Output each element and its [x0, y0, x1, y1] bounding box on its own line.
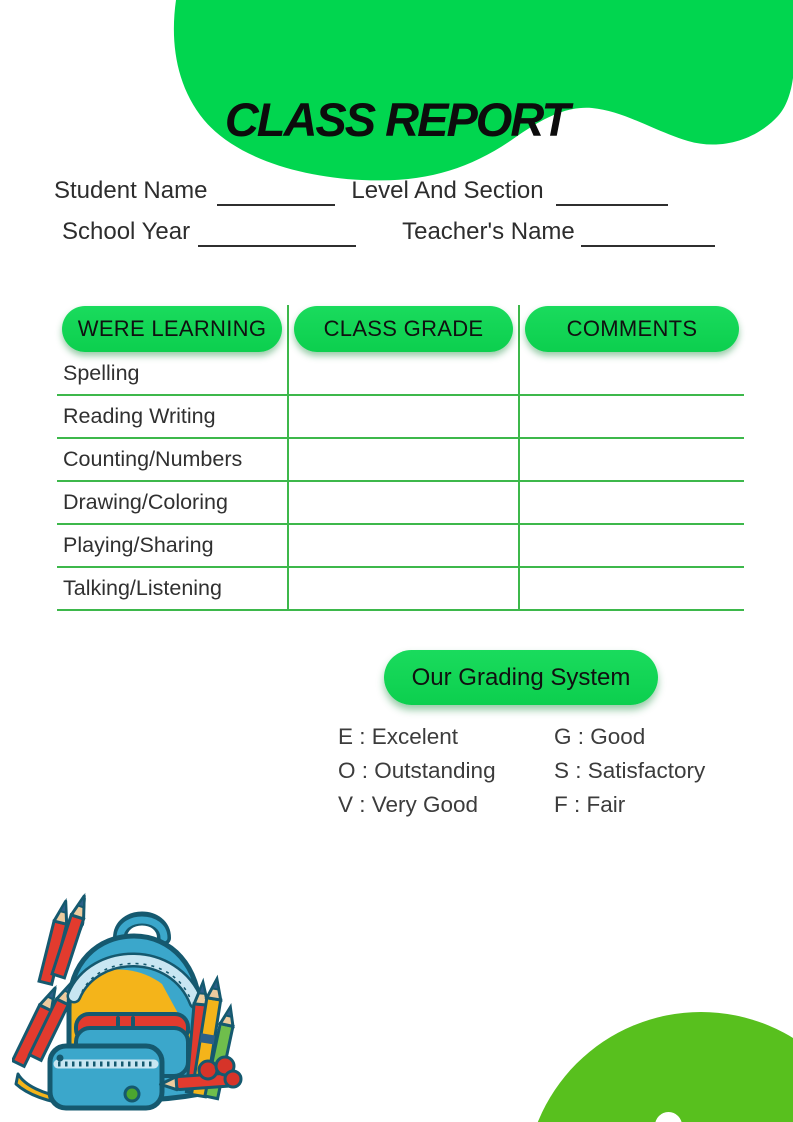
legend-item: F : Fair — [554, 792, 626, 817]
subject-label: Drawing/Coloring — [63, 490, 228, 514]
legend-item: O : Outstanding — [338, 758, 496, 783]
table-row — [57, 482, 744, 525]
table-row — [57, 353, 744, 396]
student-name-label: Student Name — [54, 177, 208, 204]
backpack-illustration — [12, 886, 246, 1116]
grade-cell[interactable] — [287, 525, 518, 566]
grade-cell[interactable] — [287, 353, 518, 394]
subject-label: Playing/Sharing — [63, 533, 214, 557]
table-row — [57, 439, 744, 482]
subject-label: Reading Writing — [63, 404, 216, 428]
grade-cell[interactable] — [287, 482, 518, 523]
student-info-fields — [40, 170, 753, 252]
green-circle-shape — [525, 1012, 793, 1122]
school-year-blank[interactable] — [198, 219, 356, 247]
table-row — [57, 396, 744, 439]
grading-system-title: Our Grading System — [384, 650, 658, 705]
grade-cell[interactable] — [287, 439, 518, 480]
comment-cell[interactable] — [518, 353, 744, 394]
comment-cell[interactable] — [518, 396, 744, 437]
grading-legend — [338, 724, 705, 817]
table-header-row — [57, 305, 744, 353]
subject-label: Counting/Numbers — [63, 447, 243, 471]
fields-row — [40, 170, 753, 206]
header-class-grade: CLASS GRADE — [294, 306, 513, 352]
student-name-blank[interactable] — [217, 178, 335, 206]
fields-row — [40, 211, 753, 247]
school-year-label: School Year — [62, 218, 191, 245]
header-were-learning: WERE LEARNING — [62, 306, 282, 352]
level-section-label: Level And Section — [351, 177, 544, 204]
teacher-name-label: Teacher's Name — [402, 218, 575, 245]
teacher-name-blank[interactable] — [581, 219, 715, 247]
header-comments: COMMENTS — [525, 306, 739, 352]
page-title: CLASS REPORT — [224, 93, 569, 146]
legend-item: E : Excelent — [338, 724, 459, 749]
subject-label: Spelling — [63, 361, 140, 385]
comment-cell[interactable] — [518, 482, 744, 523]
level-section-blank[interactable] — [556, 178, 668, 206]
legend-item: V : Very Good — [338, 792, 479, 817]
grade-cell[interactable] — [287, 396, 518, 437]
subject-label: Talking/Listening — [63, 576, 222, 600]
table-row — [57, 568, 744, 611]
table-row — [57, 525, 744, 568]
comment-cell[interactable] — [518, 568, 744, 609]
legend-item: G : Good — [554, 724, 646, 749]
comment-cell[interactable] — [518, 525, 744, 566]
comment-cell[interactable] — [518, 439, 744, 480]
grade-cell[interactable] — [287, 568, 518, 609]
report-table — [57, 305, 744, 611]
legend-item: S : Satisfactory — [554, 758, 706, 783]
